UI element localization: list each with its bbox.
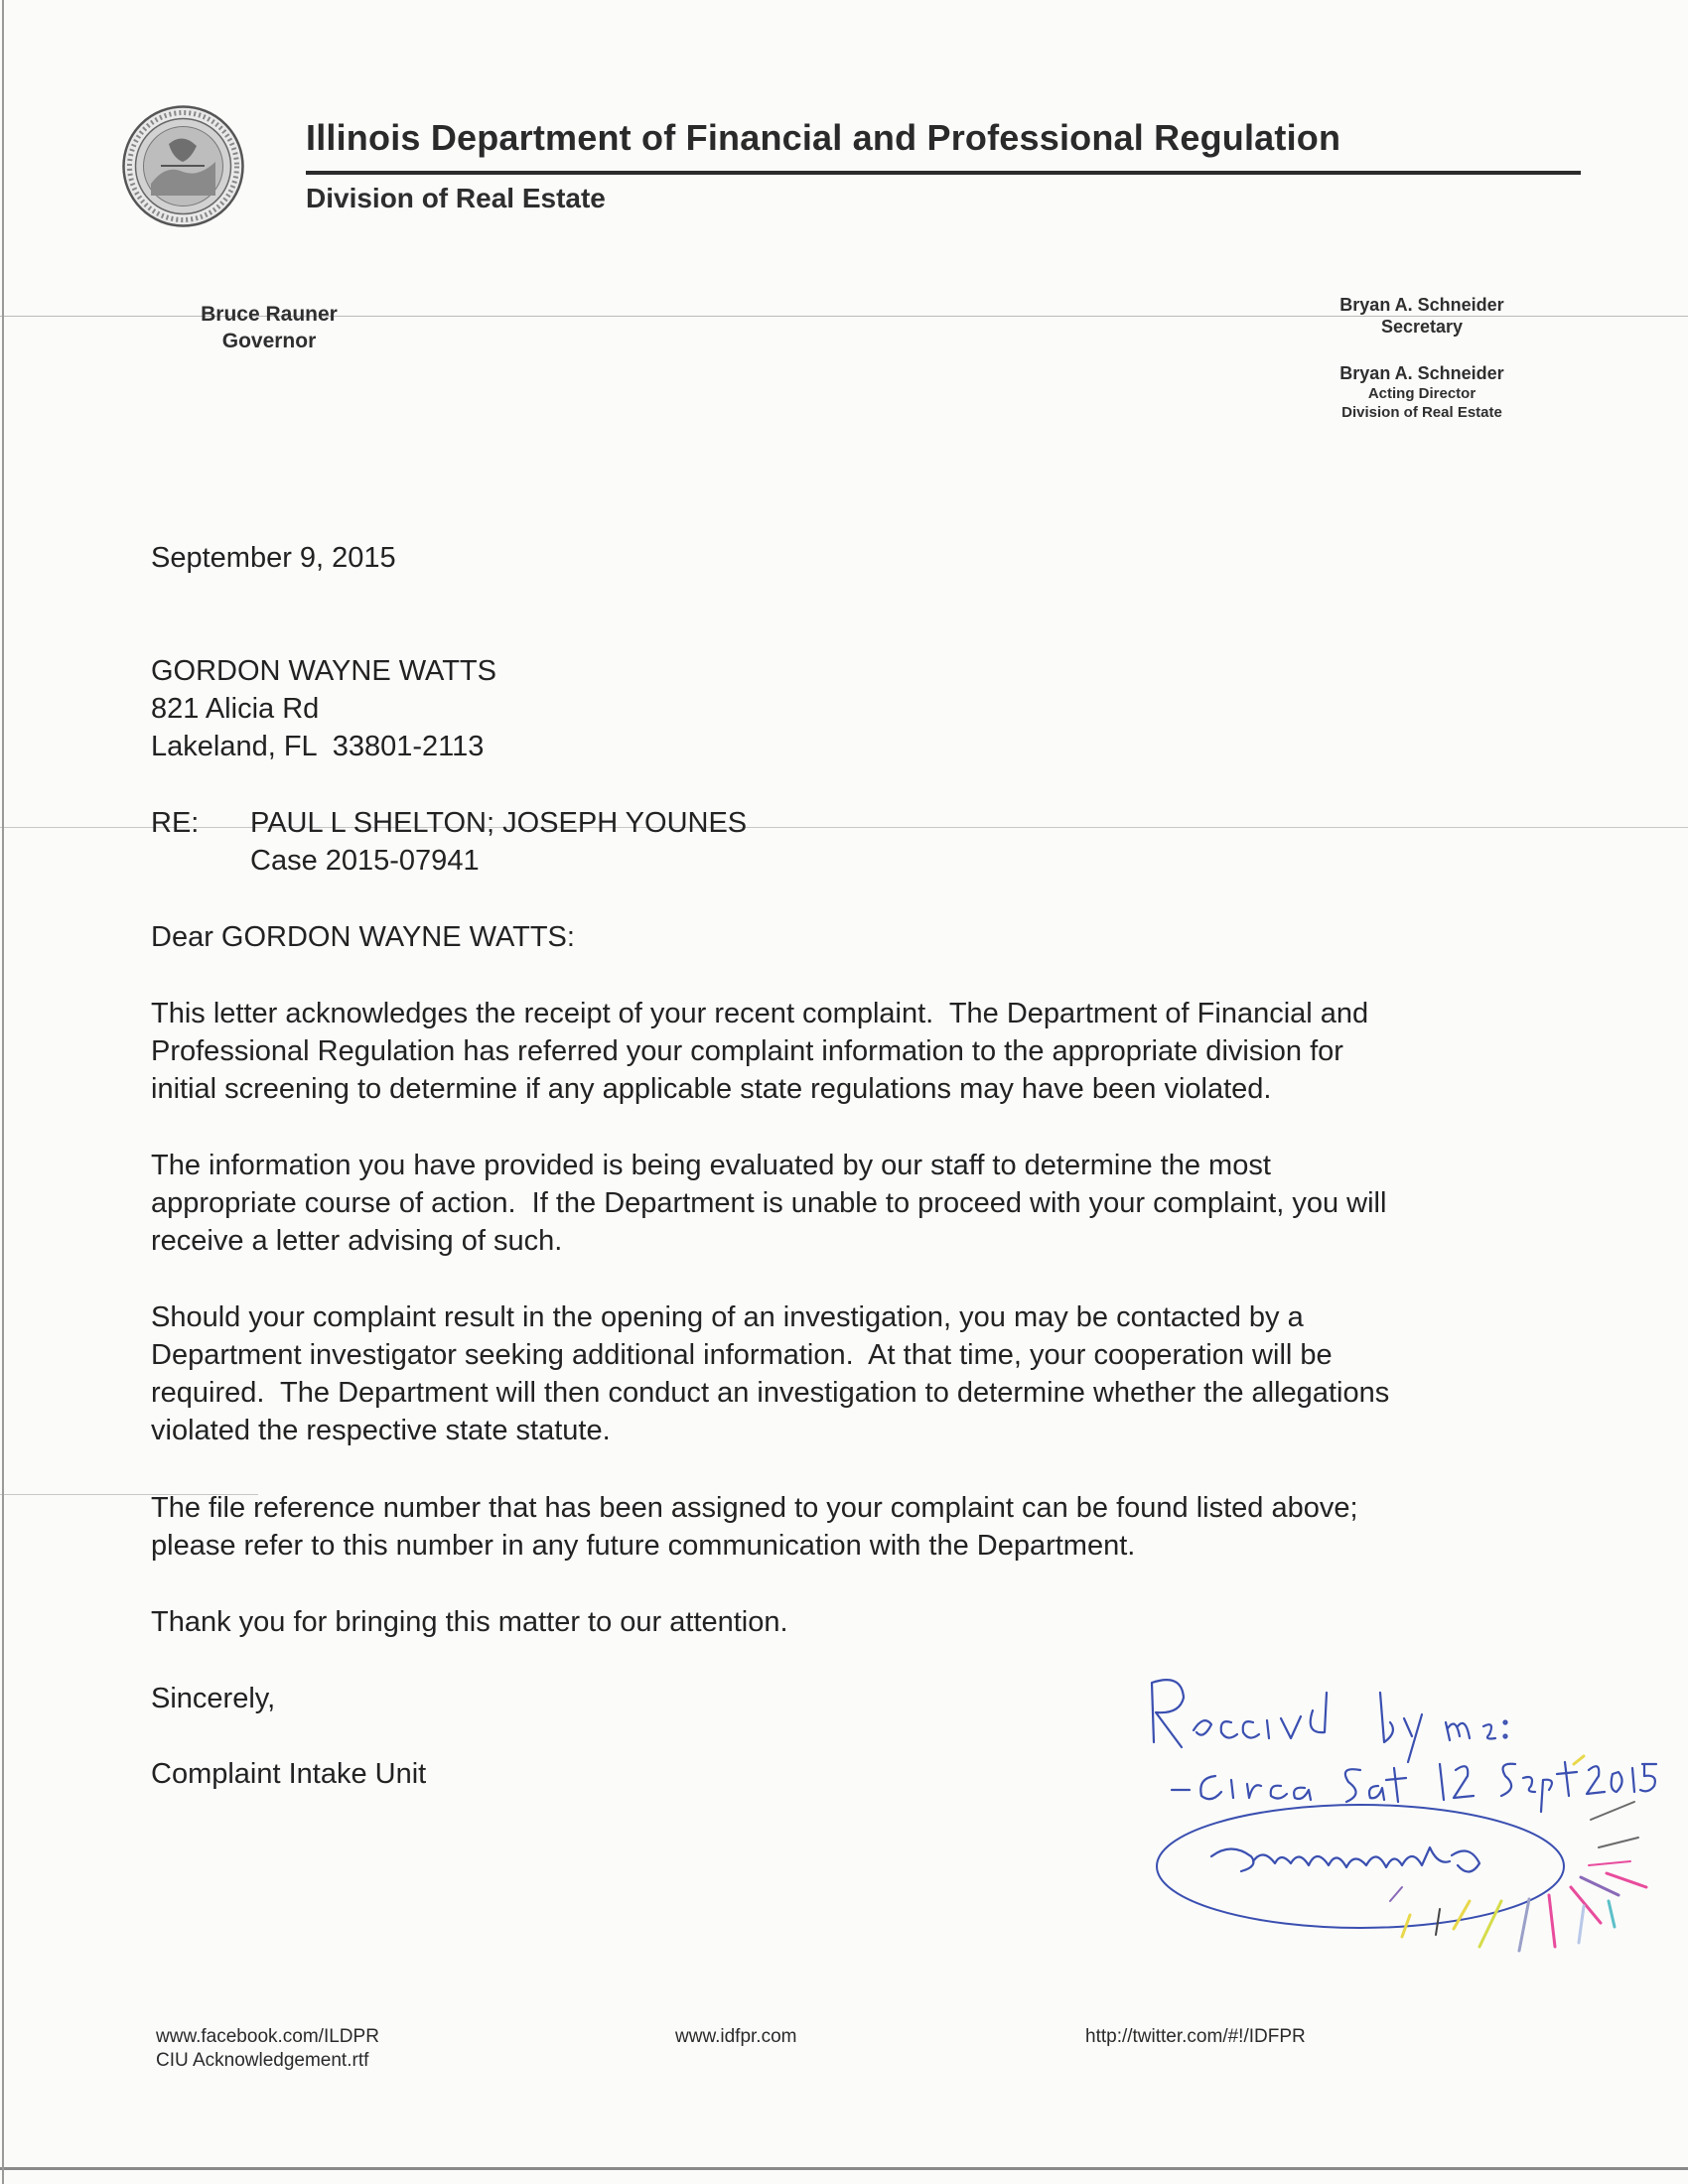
closing-line: Thank you for bringing this matter to our attention. — [151, 1606, 788, 1638]
paragraph-line: initial screening to determine if any applicable state regulations may have been violated. — [151, 1073, 1272, 1105]
paragraph-evaluation — [151, 1147, 1386, 1260]
recipient-city: Lakeland, FL 33801-2113 — [151, 731, 485, 762]
paragraph-line: Department investigator seeking additional information. At that time, your cooperation will be — [151, 1339, 1333, 1371]
agency-title: Illinois Department of Financial and Professional Regulation — [306, 117, 1341, 158]
governor-name: Bruce Rauner — [201, 303, 338, 326]
page-left-edge — [2, 0, 4, 2184]
paragraph-reference — [151, 1489, 1358, 1565]
recipient-street: 821 Alicia Rd — [151, 693, 320, 725]
illinois-state-seal-icon — [121, 104, 245, 228]
paragraph-line: violated the respective state statute. — [151, 1415, 611, 1446]
paragraph-line: The information you have provided is being evaluated by our staff to determine the most — [151, 1150, 1271, 1181]
division-name: Division of Real Estate — [306, 183, 606, 213]
secretary-block — [1313, 294, 1531, 338]
recipient-address — [151, 652, 496, 765]
paragraph-investigation — [151, 1298, 1389, 1449]
paragraph-line: The file reference number that has been assigned to your complaint can be found listed above; — [151, 1492, 1358, 1524]
header-rule — [306, 171, 1581, 175]
paragraph-line: appropriate course of action. If the Department is unable to proceed with your complaint, you will — [151, 1187, 1387, 1219]
secretary-name: Bryan A. Schneider — [1339, 295, 1504, 315]
paragraph-line: Should your complaint result in the opening of an investigation, you may be contacted by a — [151, 1301, 1304, 1333]
handwritten-receipt-annotation — [1142, 1653, 1658, 1980]
paragraph-line: receive a letter advising of such. — [151, 1225, 563, 1257]
paragraph-line: This letter acknowledges the receipt of your recent complaint. The Department of Financial and — [151, 998, 1369, 1029]
paragraph-line: Professional Regulation has referred your complaint information to the appropriate division for — [151, 1035, 1343, 1067]
re-block — [250, 804, 747, 880]
paragraph-line: please refer to this number in any future communication with the Department. — [151, 1530, 1136, 1562]
file-name: CIU Acknowledgement.rtf — [156, 2050, 369, 2071]
governor-title: Governor — [221, 330, 317, 352]
facebook-link[interactable]: www.facebook.com/ILDPR — [156, 2026, 379, 2047]
director-name: Bryan A. Schneider — [1339, 363, 1504, 383]
director-division: Division of Real Estate — [1341, 404, 1502, 421]
sender-unit: Complaint Intake Unit — [151, 1758, 427, 1790]
director-block — [1313, 362, 1531, 422]
letter-date: September 9, 2015 — [151, 542, 396, 574]
page-bottom-edge — [0, 2167, 1688, 2170]
paragraph-line: required. The Department will then conduct an investigation to determine whether the allegations — [151, 1377, 1390, 1409]
case-number: Case 2015-07941 — [250, 845, 480, 877]
salutation: Dear GORDON WAYNE WATTS: — [151, 921, 575, 953]
website-link[interactable]: www.idfpr.com — [675, 2026, 797, 2047]
director-title: Acting Director — [1367, 385, 1477, 402]
paragraph-acknowledgement — [151, 995, 1368, 1108]
governor-block — [177, 301, 361, 354]
footer-left — [156, 2025, 379, 2073]
re-parties: PAUL L SHELTON; JOSEPH YOUNES — [250, 807, 748, 839]
recipient-name: GORDON WAYNE WATTS — [151, 655, 496, 687]
twitter-link[interactable]: http://twitter.com/#!/IDFPR — [1085, 2026, 1306, 2047]
re-label: RE: — [151, 807, 200, 839]
secretary-title: Secretary — [1380, 317, 1464, 337]
signoff: Sincerely, — [151, 1683, 276, 1714]
